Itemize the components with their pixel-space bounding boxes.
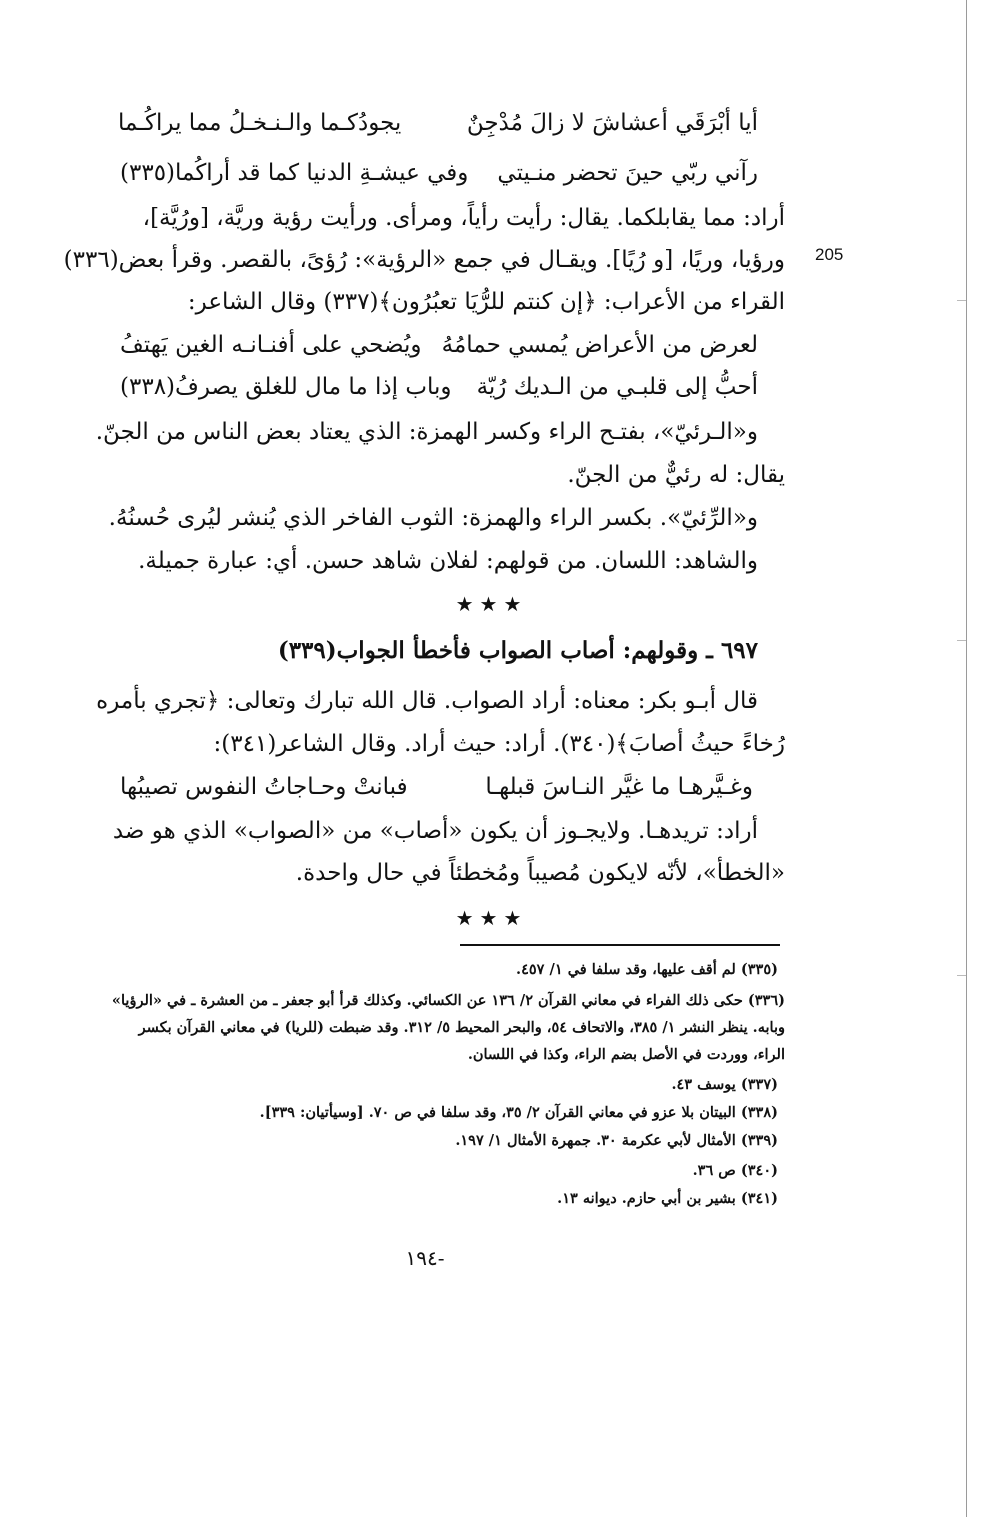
section-divider-stars: ★★★ [455, 906, 528, 930]
body-line: ورؤيا، وريًا، [و رُيًا]. ويقـال في جمع «الرؤية»: رُؤىً، بالقصر. وقرأ بعض(٣٣٦) [63, 247, 785, 273]
body-line: يقال: له رئيٌّ من الجنّ. [567, 462, 785, 488]
footnote: (٣٣٧) يوسف ٤٣. [671, 1076, 778, 1093]
verse-hemistich: وفي عيشـةِ الدنيا كما قد أراكُما(٣٣٥) [120, 160, 469, 186]
section-divider-stars: ★★★ [455, 592, 528, 616]
body-line: القراء من الأعراب: ﴿إن كنتم للرُّيَا تعبُرُون﴾(٣٣٧) وقال الشاعر: [187, 289, 785, 315]
verse-hemistich: أيا أبْرَقَي أعشاشَ لا زالَ مُدْجِنٌ [466, 110, 758, 136]
footnote: وبابه. ينظر النشر ١/ ٣٨٥، والاتحاف ٥٤، والبحر المحيط ٥/ ٣١٢. وقد ضبطت (للريا) في معاني القرآن بكسر [138, 1019, 785, 1036]
body-line: والشاهد: اللسان. من قولهم: لفلان شاهد حسن. أي: عبارة جميلة. [138, 548, 758, 574]
footnote: الراء، ووردت في الأصل بضم الراء، وكذا في اللسان. [467, 1046, 785, 1063]
body-line: رُخاءً حيثُ أصابَ﴾(٣٤٠). أراد: حيث أراد. وقال الشاعر(٣٤١): [213, 731, 785, 757]
verse-hemistich: وغـيَّرهـا ما غيَّر النـاسَ قبلهـا [485, 774, 753, 800]
edge-tick [957, 640, 966, 641]
body-line: أراد: مما يقابلكما. يقال: رأيت رأياً، ومرأى. ورأيت رؤية وريَّة، [ورُيَّة]، [142, 205, 785, 231]
verse-hemistich: فبانتْ وحـاجاتُ النفوس تصيبُها [120, 774, 408, 800]
footnote-rule [460, 944, 780, 946]
entry-heading: ٦٩٧ ـ وقولهم: أصاب الصواب فأخطأ الجواب(٣٣٩) [277, 637, 758, 664]
margin-page-number: 205 [815, 245, 844, 264]
footnote: (٣٤٠) ص ٣٦. [692, 1162, 778, 1179]
body-line: قال أبـو بكر: معناه: أراد الصواب. قال الله تبارك وتعالى: ﴿تجري بأمره [96, 688, 758, 714]
edge-tick [957, 300, 966, 301]
edge-tick [957, 975, 966, 976]
footnote: (٣٣٩) الأمثال لأبي عكرمة ٣٠. جمهرة الأمثال ١/ ١٩٧. [455, 1132, 778, 1149]
body-line: و«الرِّئيّ». بكسر الراء والهمزة: الثوب الفاخر الذي يُنشر ليُرى حُسنُهُ. [108, 505, 758, 531]
footnote: (٣٣٦) حكى ذلك الفراء في معاني القرآن ٢/ ١٣٦ عن الكسائي. وكذلك قرأ أبو جعفر ـ من العشرة ـ في «الرؤيا» [111, 992, 785, 1009]
verse-hemistich: يجودُكـما والـنـخـلُ مما يراكُـما [118, 110, 402, 136]
body-line: و«الـرئيّ»، بفتـح الراء وكسر الهمزة: الذي يعتاد بعض الناس من الجنّ. [95, 419, 758, 445]
page-number: -١٩٤ [405, 1246, 445, 1270]
footnote: (٣٣٥) لم أقف عليها، وقد سلفا في ١/ ٤٥٧. [516, 961, 778, 978]
page-edge-line [966, 0, 967, 1517]
verse-hemistich: لعرض من الأعراض يُمسي حمامُهُ [441, 332, 758, 358]
footnote: (٣٣٨) البيتان بلا عزو في معاني القرآن ٢/ ٣٥، وقد سلفا في ص ٧٠. [وسيأتيان: ٣٣٩]. [259, 1104, 778, 1121]
verse-hemistich: رآني ربّي حينَ تحضر منـيتي [497, 160, 758, 186]
verse-hemistich: ويُضحي على أفنـانـه الغين يَهتفُ [120, 332, 422, 358]
footnote: (٣٤١) بشير بن أبي حازم. ديوانه ١٣. [557, 1190, 778, 1207]
verse-hemistich: أحبُّ إلى قلبـي من الـديك رُيّة [476, 374, 758, 400]
verse-hemistich: وباب إذا ما مال للغلق يصرفُ(٣٣٨) [120, 374, 452, 400]
body-line: «الخطأ»، لأنّه لايكون مُصيباً ومُخطئاً في حال واحدة. [295, 860, 785, 886]
body-line: أراد: تريدهـا. ولايجـوز أن يكون «أصاب» من «الصواب» الذي هو ضد [112, 818, 758, 844]
